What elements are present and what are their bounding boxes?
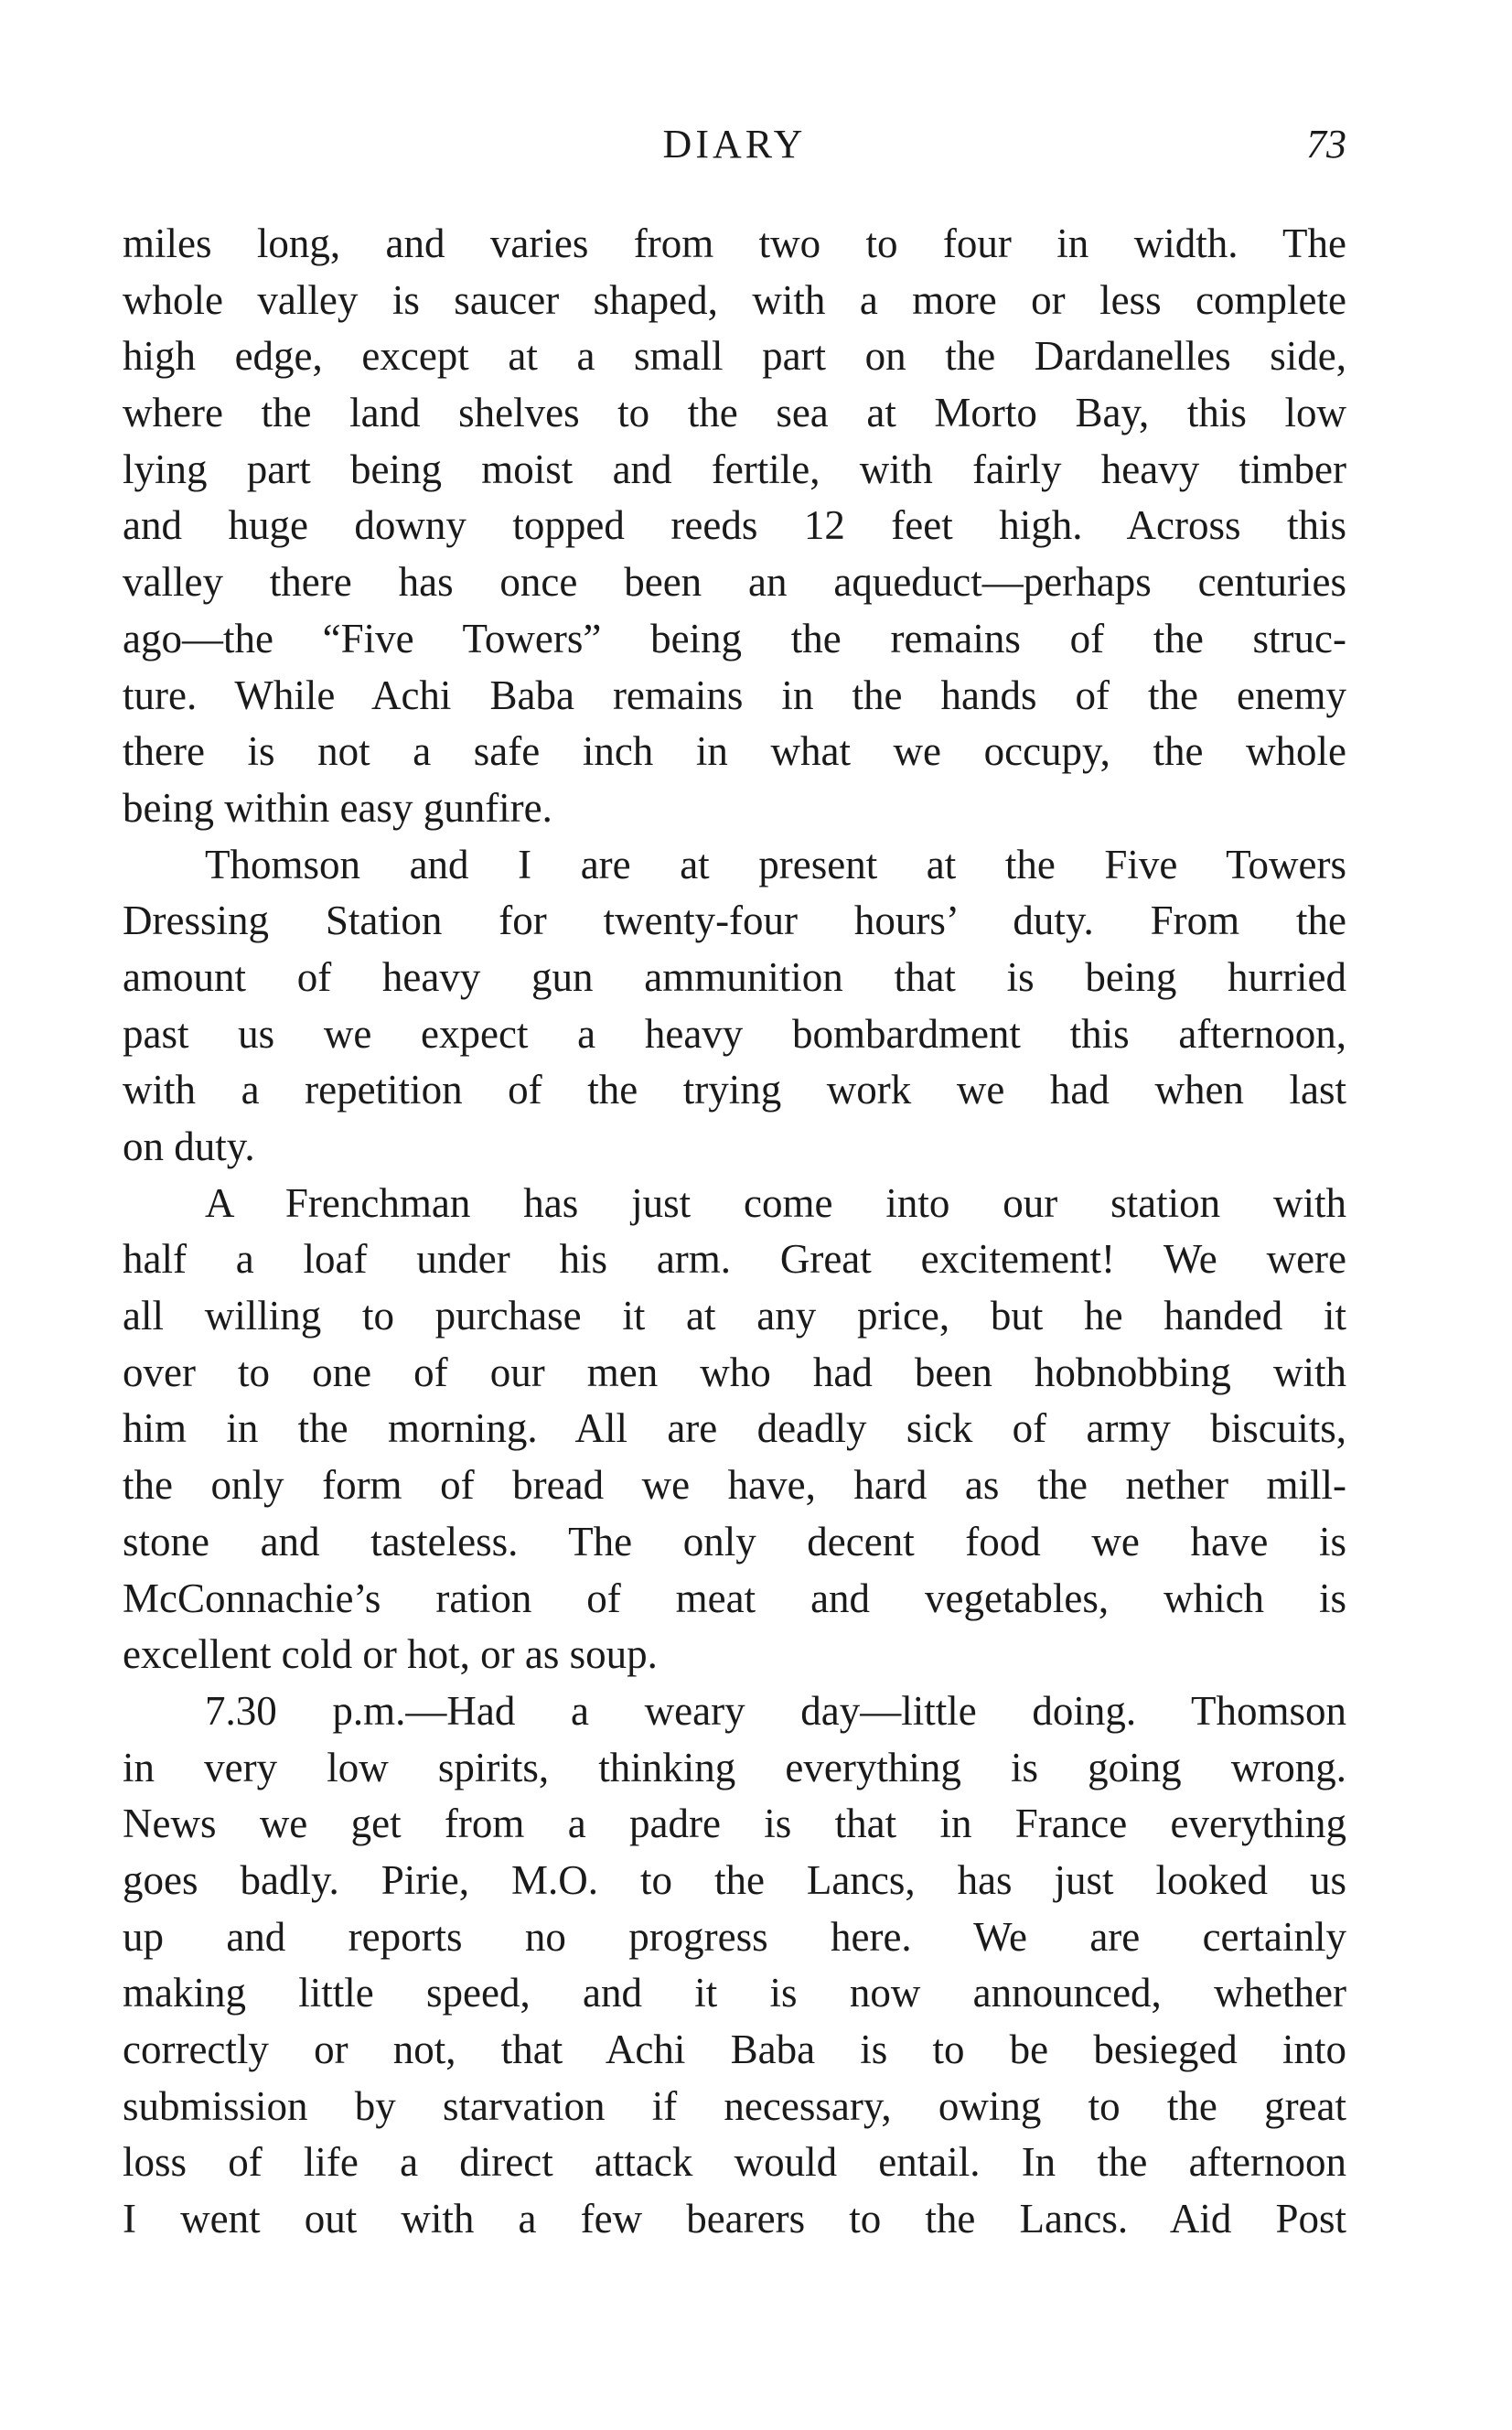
text-line: him in the morning. All are deadly sick of army biscuits, <box>123 1405 1346 1452</box>
text-line: in very low spirits, thinking everything is going wrong. <box>123 1744 1346 1790</box>
text-line: up and reports no progress here. We are certainly <box>123 1913 1346 1960</box>
text-line: amount of heavy gun ammunition that is being hurried <box>123 953 1346 1000</box>
paragraph <box>123 216 1346 837</box>
text-line: loss of life a direct attack would entail. In the afternoon <box>123 2139 1346 2186</box>
text-line: on duty. <box>123 1124 255 1169</box>
text-line: 7.30 p.m.—Had a weary day—little doing. Thomson <box>205 1687 1346 1734</box>
text-line: over to one of our men who had been hobnobbing with <box>123 1349 1346 1395</box>
running-head-title: DIARY <box>662 122 807 167</box>
text-line: valley there has once been an aqueduct—perhaps centuries <box>123 559 1346 606</box>
text-line: there is not a safe inch in what we occupy, the whole <box>123 728 1346 775</box>
text-line: making little speed, and it is now announced, whether <box>123 1970 1346 2016</box>
text-line: and huge downy topped reeds 12 feet high. Across this <box>123 502 1346 549</box>
text-line: past us we expect a heavy bombardment this afternoon, <box>123 1010 1346 1057</box>
text-line: I went out with a few bearers to the Lancs. Aid Post <box>123 2196 1346 2242</box>
text-line: stone and tasteless. The only decent food we have is <box>123 1518 1346 1564</box>
text-line: submission by starvation if necessary, owing to the great <box>123 2082 1346 2129</box>
text-line: correctly or not, that Achi Baba is to be besieged into <box>123 2027 1346 2072</box>
text-line: McConnachie’s ration of meat and vegetables, which is <box>123 1575 1346 1621</box>
text-line: whole valley is saucer shaped, with a more or less complete <box>123 276 1346 323</box>
running-head <box>123 121 1346 176</box>
text-line: excellent cold or hot, or as soup. <box>123 1631 658 1678</box>
text-line: ture. While Achi Baba remains in the hands of the enemy <box>123 672 1346 718</box>
text-line: Thomson and I are at present at the Five Towers <box>205 841 1346 887</box>
text-line: A Frenchman has just come into our station with <box>205 1179 1346 1226</box>
text-line: being within easy gunfire. <box>123 784 552 831</box>
text-line: Dressing Station for twenty-four hours’ duty. From the <box>123 898 1346 944</box>
text-line: with a repetition of the trying work we had when last <box>123 1067 1346 1113</box>
text-line: goes badly. Pirie, M.O. to the Lancs, has just looked us <box>123 1856 1346 1903</box>
paragraph <box>123 1176 1346 1683</box>
paragraph <box>123 837 1346 1176</box>
page-number: 73 <box>1306 122 1346 167</box>
text-line: where the land shelves to the sea at Morto Bay, this low <box>123 390 1346 436</box>
text-line: News we get from a padre is that in France everything <box>123 1801 1346 1847</box>
text-line: high edge, except at a small part on the Dardanelles side, <box>123 333 1346 380</box>
text-line: half a loaf under his arm. Great excitement! We were <box>123 1236 1346 1283</box>
paragraph <box>123 1683 1346 2248</box>
text-line: the only form of bread we have, hard as the nether mill- <box>123 1462 1346 1509</box>
text-line: miles long, and varies from two to four in width. The <box>123 220 1346 266</box>
text-line: all willing to purchase it at any price, but he handed it <box>123 1293 1346 1339</box>
text-line: ago—the “Five Towers” being the remains of the struc- <box>123 615 1346 661</box>
text-line: lying part being moist and fertile, with fairly heavy timber <box>123 446 1346 492</box>
body-text <box>123 216 1346 2248</box>
